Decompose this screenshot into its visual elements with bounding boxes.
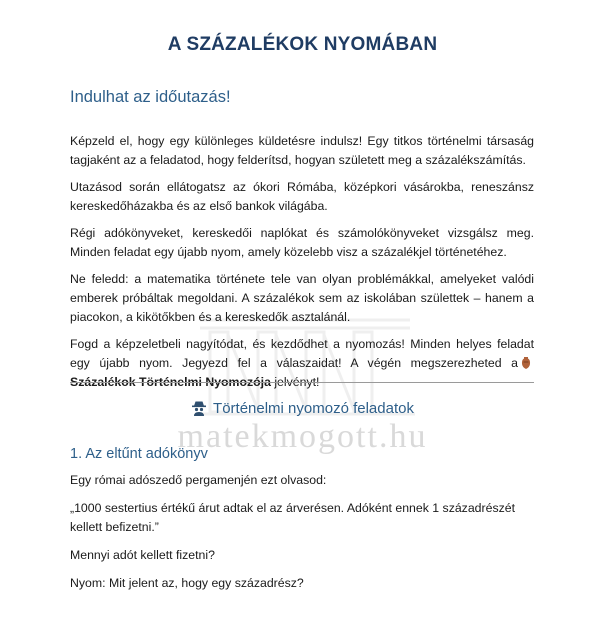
section-heading-text: Történelmi nyomozó feladatok: [213, 400, 414, 417]
watermark-text: matekmogott.hu: [177, 418, 428, 455]
task-1-quote: „1000 sestertius értékű árut adtak el az árverésen. Adóként ennek 1 századrészét kellett befizetni.”: [70, 501, 515, 534]
task-1-hint: Nyom: Mit jelent az, hogy egy századrész?: [70, 576, 304, 590]
intro-paragraph-3: Régi adókönyveket, kereskedői naplókat és számolókönyveket vizsgálsz meg. Minden feladat egy újabb nyom, amely közelebb visz a százalékjel történetéhez.: [70, 226, 534, 259]
intro-paragraph-2: Utazásod során ellátogatsz az ókori Rómába, középkori vásárokba, reneszánsz kereskedőházakba és az első bankok világába.: [70, 180, 534, 213]
task-1-question: Mennyi adót kellett fizetni?: [70, 548, 215, 562]
amphora-icon: [521, 357, 531, 369]
intro-text: [70, 132, 534, 400]
task-1-title: 1. Az eltűnt adókönyv: [70, 446, 208, 462]
task-1-intro: Egy római adószedő pergamenjén ezt olvasod:: [70, 473, 327, 487]
task-1-body: [70, 471, 540, 602]
badge-name: Százalékok Történelmi Nyomozója: [70, 375, 271, 389]
detective-icon: [191, 400, 207, 416]
page-title: A SZÁZALÉKOK NYOMÁBAN: [167, 34, 438, 55]
intro-paragraph-5: [70, 335, 534, 392]
page-subtitle: Indulhat az időutazás!: [70, 88, 231, 106]
section-divider: [70, 382, 534, 383]
section-heading: [0, 400, 605, 417]
paragraph-5-end: jelvényt!: [270, 375, 320, 389]
intro-paragraph-4: Ne feledd: a matematika története tele van olyan problémákkal, amelyeket valódi emberek próbáltak megoldani. A százalékok sem az iskolában születtek – hanem a piacokon, a kikötőkben és a kereskedők asztalánál.: [70, 272, 534, 324]
intro-paragraph-1: Képzeld el, hogy egy különleges küldetésre indulsz! Egy titkos történelmi társaság tagjaként az a feladatod, hogy felderítsd, hogyan született meg a százalékszámítás.: [70, 134, 534, 167]
paragraph-5-text: Fogd a képzeletbeli nagyítódat, és kezdődhet a nyomozás! Minden helyes feladat egy újabb nyom. Jegyezd fel a válaszaidat! A végén megszerezheted a: [70, 337, 534, 370]
